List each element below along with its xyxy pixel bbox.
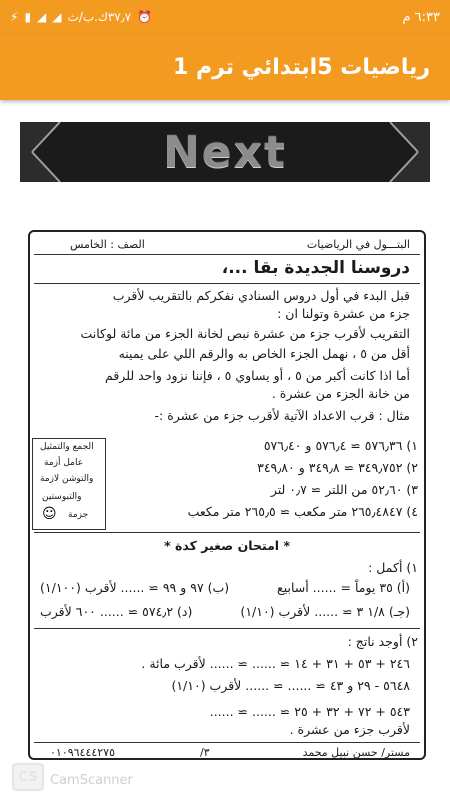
signal-icon: ◢ [37, 10, 47, 24]
example-line: ٢) ٣٤٩٫٧٥٢ ≃ ٣٤٩٫٨ و ٣٤٩٫٨٠ [257, 460, 418, 475]
signal-icon: ◢ [52, 10, 62, 24]
q1-label: ١) أكمل : [368, 560, 418, 575]
side-box-line: والتبوستين [42, 492, 82, 502]
q1-item: (ب) ٩٧ و ٩٩ ≃ ...... لأقرب (١/١٠٠) [40, 580, 230, 595]
camscanner-logo: CS [12, 763, 44, 791]
app-bar [0, 34, 450, 100]
example-line: ٤) ٢٦٥٫٤٨٤٧ متر مكعب ≃ ٢٦٥٫٥ متر مكعب [187, 504, 418, 519]
intro-line: قبل البدء في أول دروس السنادي نفكركم بالتقريب لأقرب [112, 288, 410, 303]
camscanner-watermark: CamScanner [50, 773, 133, 788]
page-title: رياضيات 5ابتدائي ترم 1 [172, 54, 430, 80]
doc-footer-mid: ٣/ [200, 746, 210, 759]
divider [34, 532, 420, 533]
divider [34, 742, 420, 743]
data-speed: ٣٧٫٧ك.ب/ث [67, 10, 132, 24]
q2-label: ٢) أوجد ناتج : [347, 634, 418, 649]
doc-header-left: الصف : الخامس [70, 238, 145, 251]
q2-item: ٥٦٤٨ - ٢٩ و ٤٣ ≃ ...... ≃ ...... لأقرب (١/١٠) [171, 678, 410, 693]
side-box-line: جزمة [68, 510, 89, 520]
q1-item: (د) ٥٧٤٫٢ ≃ ...... ٦٠٠ لأقرب [40, 604, 193, 619]
doc-footer-right: مستر/ حسن نبيل محمد [302, 746, 410, 759]
doc-title: دروسنا الجديدة بقا ...، [221, 258, 410, 278]
next-button[interactable] [20, 122, 430, 182]
document-image [10, 210, 440, 770]
doc-header-right: البتـــول في الرياضيات [306, 238, 410, 251]
smiley-icon: ☺ [42, 506, 57, 522]
intro-line: التقريب لأقرب جزء من عشرة نبص لخانة الجزء من مائة لوكانت [80, 326, 410, 341]
side-box-line: والتوشن لازمة [40, 474, 94, 484]
status-time: ٦:٣٣ م [402, 9, 440, 25]
status-icons [10, 10, 152, 24]
example-line: ٣) ٥٢٫٦٠ من اللتر ≃ ٠٫٧ لتر [270, 482, 418, 497]
intro-line: أقل من ٥ ، نهمل الجزء الخاص به والرقم اللي على يمينه [118, 346, 410, 361]
side-box-line: عامل أزمة [44, 458, 84, 468]
battery-icon: ▮ [24, 10, 32, 24]
q1-item: (جـ) ١/٨ ٣ ≃ ...... لأقرب (١/١٠) [240, 604, 410, 619]
intro-line: من خانة الجزء من عشرة . [271, 386, 410, 401]
charging-icon: ⚡ [10, 10, 19, 24]
side-box-line: الجمع والتمثيل [40, 442, 94, 452]
intro-line: مثال : قرب الاعداد الآتية لأقرب جزء من عشرة :- [154, 408, 410, 423]
q2-item: ٢٤٦ + ٥٣ + ٣١ + ١٤ ≃ ...... ≃ ...... لأقرب مائة . [141, 656, 410, 671]
example-line: ١) ٥٧٦٫٣٦ ≃ ٥٧٦٫٤ و ٥٧٦٫٤٠ [263, 438, 418, 453]
intro-line: أما اذا كانت أكبر من ٥ ، أو يساوي ٥ ، فإننا نزود واحد للرقم [105, 368, 410, 383]
next-label: Next [162, 126, 288, 178]
quiz-title: * امتحان صغير كدة * [164, 538, 290, 553]
q2-item: لأقرب جزء من عشرة . [289, 722, 410, 737]
divider [34, 628, 420, 629]
divider [34, 254, 420, 255]
alarm-icon: ⏰ [137, 10, 153, 24]
q1-item: (أ) ٣٥ يوماً = ...... أسابيع [277, 580, 410, 595]
status-bar [0, 0, 450, 34]
q2-item: ٥٤٣ + ٧٢ + ٣٢ + ٢٥ ≃ ...... ≃ ...... [209, 704, 410, 719]
doc-footer-left: ٠١٠٩٦٤٤٤٢٧٥ [50, 746, 115, 759]
divider [34, 283, 420, 284]
intro-line: جزء من عشرة وتولنا ان : [277, 306, 410, 321]
